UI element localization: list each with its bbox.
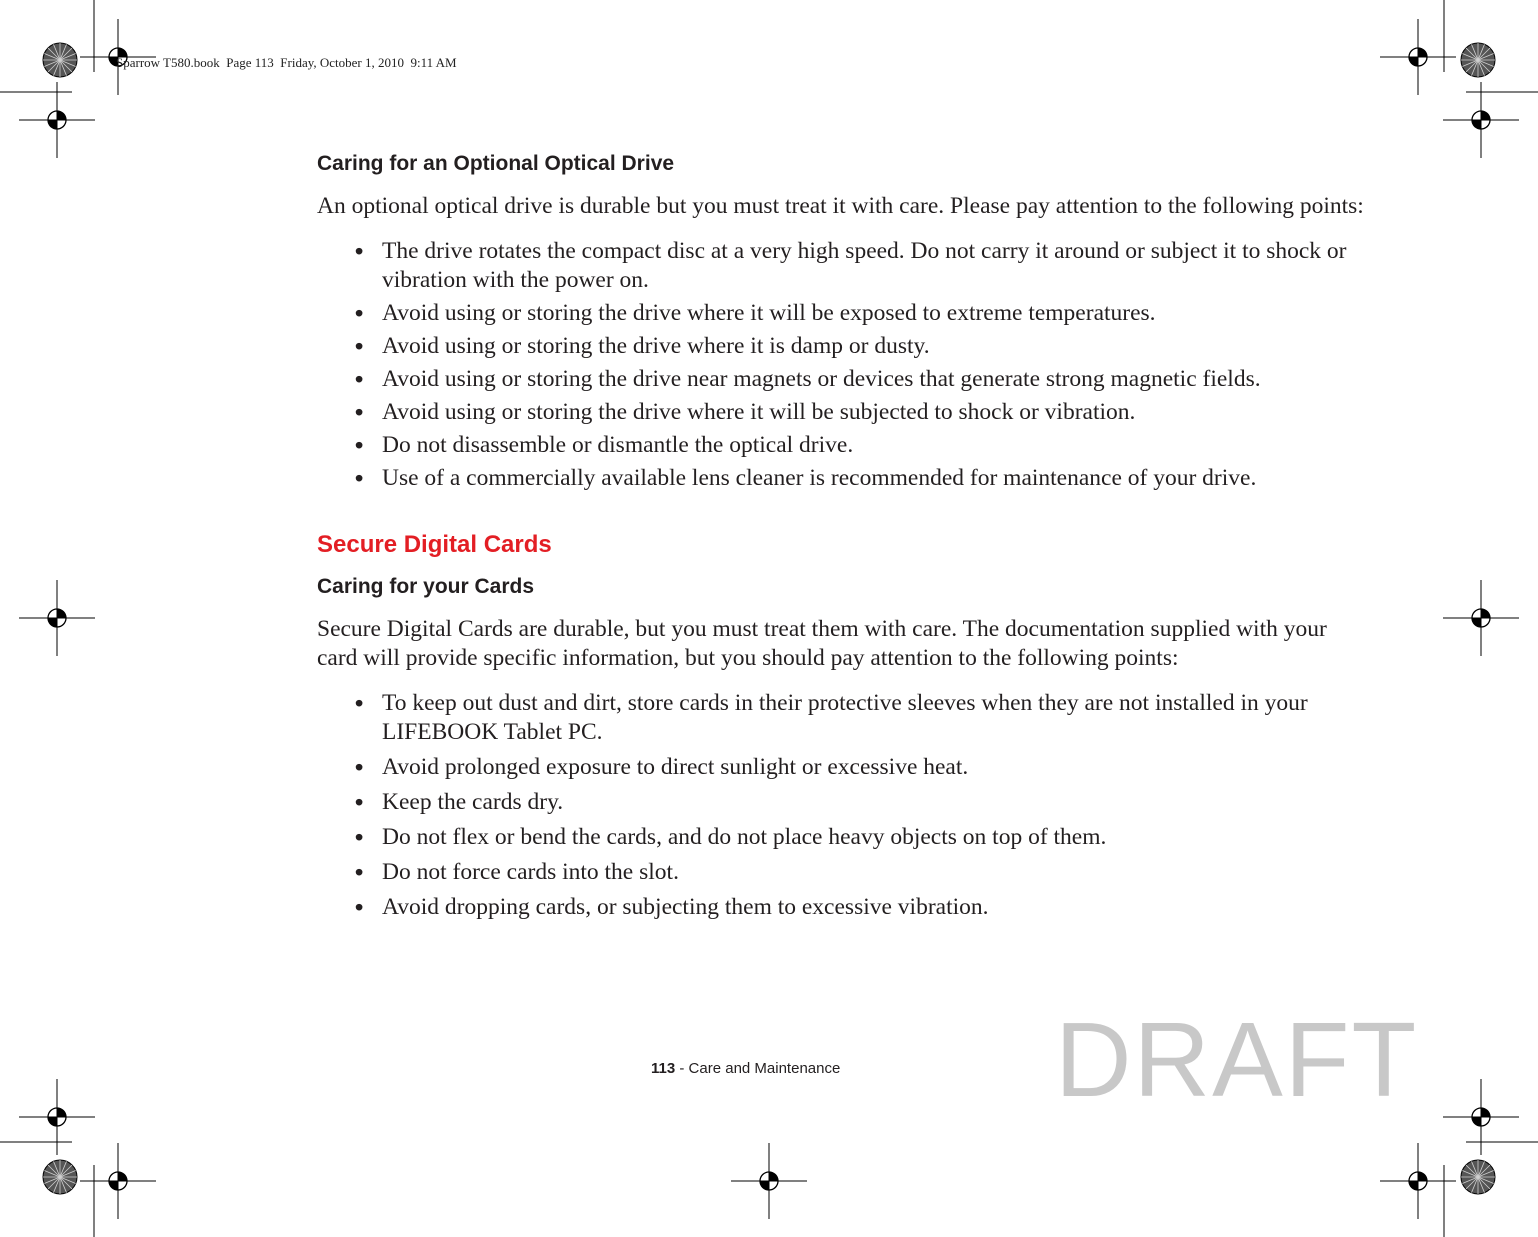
bullet-glyph: • — [355, 824, 364, 850]
list-item — [355, 365, 1367, 394]
list-item-text: Avoid using or storing the drive where it will be exposed to extreme temperatures. — [382, 300, 1156, 326]
bullet-glyph: • — [355, 238, 364, 264]
book-slug-line: Sparrow T580.book Page 113 Friday, October 1, 2010 9:11 AM — [116, 55, 457, 70]
list-item-text: Avoid dropping cards, or subjecting them to excessive vibration. — [382, 894, 989, 920]
list-item-text: The drive rotates the compact disc at a very high speed. Do not carry it around or subject it to shock or vibration with the power on. — [382, 238, 1347, 293]
list-item — [355, 464, 1367, 493]
draft-watermark: DRAFT — [1055, 1001, 1419, 1119]
list-item — [355, 858, 1367, 887]
optical-drive-intro: An optional optical drive is durable but you must treat it with care. Please pay attention to the following points: — [317, 193, 1364, 219]
list-item — [355, 332, 1367, 361]
list-item — [355, 788, 1367, 817]
list-item-text: Keep the cards dry. — [382, 789, 564, 815]
list-item-text: To keep out dust and dirt, store cards in their protective sleeves when they are not installed in your LIFEBOOK Tablet PC. — [382, 690, 1308, 745]
bullet-glyph: • — [355, 399, 364, 425]
list-item-text: Do not disassemble or dismantle the optical drive. — [382, 432, 854, 458]
list-item-text: Avoid using or storing the drive near magnets or devices that generate strong magnetic fields. — [382, 366, 1261, 392]
bullet-glyph: • — [355, 333, 364, 359]
cards-bullet-list — [317, 689, 1367, 922]
list-item — [355, 237, 1367, 295]
list-item — [355, 689, 1367, 747]
list-item — [355, 753, 1367, 782]
list-item — [355, 398, 1367, 427]
page-content — [317, 152, 1367, 922]
caring-for-cards-heading: Caring for your Cards — [317, 575, 535, 598]
list-item — [355, 823, 1367, 852]
optical-drive-bullet-list — [317, 237, 1367, 493]
list-item — [355, 893, 1367, 922]
list-item-text: Do not flex or bend the cards, and do not place heavy objects on top of them. — [382, 824, 1107, 850]
bullet-glyph: • — [355, 690, 364, 716]
cards-intro: Secure Digital Cards are durable, but you must treat them with care. The documentation supplied with your card will provide specific information, but you should pay attention to the following points: — [317, 616, 1327, 671]
list-item-text: Avoid prolonged exposure to direct sunlight or excessive heat. — [382, 754, 969, 780]
footer-section-name: Care and Maintenance — [688, 1060, 841, 1077]
bullet-glyph: • — [355, 859, 364, 885]
bullet-glyph: • — [355, 300, 364, 326]
bullet-glyph: • — [355, 789, 364, 815]
page-footer — [651, 1060, 840, 1077]
list-item-text: Use of a commercially available lens cleaner is recommended for maintenance of your drive. — [382, 465, 1257, 491]
secure-digital-cards-title: Secure Digital Cards — [317, 531, 552, 558]
page-number: 113 — [651, 1060, 676, 1077]
bullet-glyph: • — [355, 366, 364, 392]
bullet-glyph: • — [355, 754, 364, 780]
bullet-glyph: • — [355, 894, 364, 920]
list-item-text: Avoid using or storing the drive where it will be subjected to shock or vibration. — [382, 399, 1136, 425]
bullet-glyph: • — [355, 432, 364, 458]
list-item — [355, 431, 1367, 460]
bullet-glyph: • — [355, 465, 364, 491]
list-item-text: Do not force cards into the slot. — [382, 859, 679, 885]
optical-drive-heading: Caring for an Optional Optical Drive — [317, 152, 675, 175]
list-item — [355, 299, 1367, 328]
list-item-text: Avoid using or storing the drive where it is damp or dusty. — [382, 333, 930, 359]
footer-separator: - — [675, 1060, 689, 1077]
